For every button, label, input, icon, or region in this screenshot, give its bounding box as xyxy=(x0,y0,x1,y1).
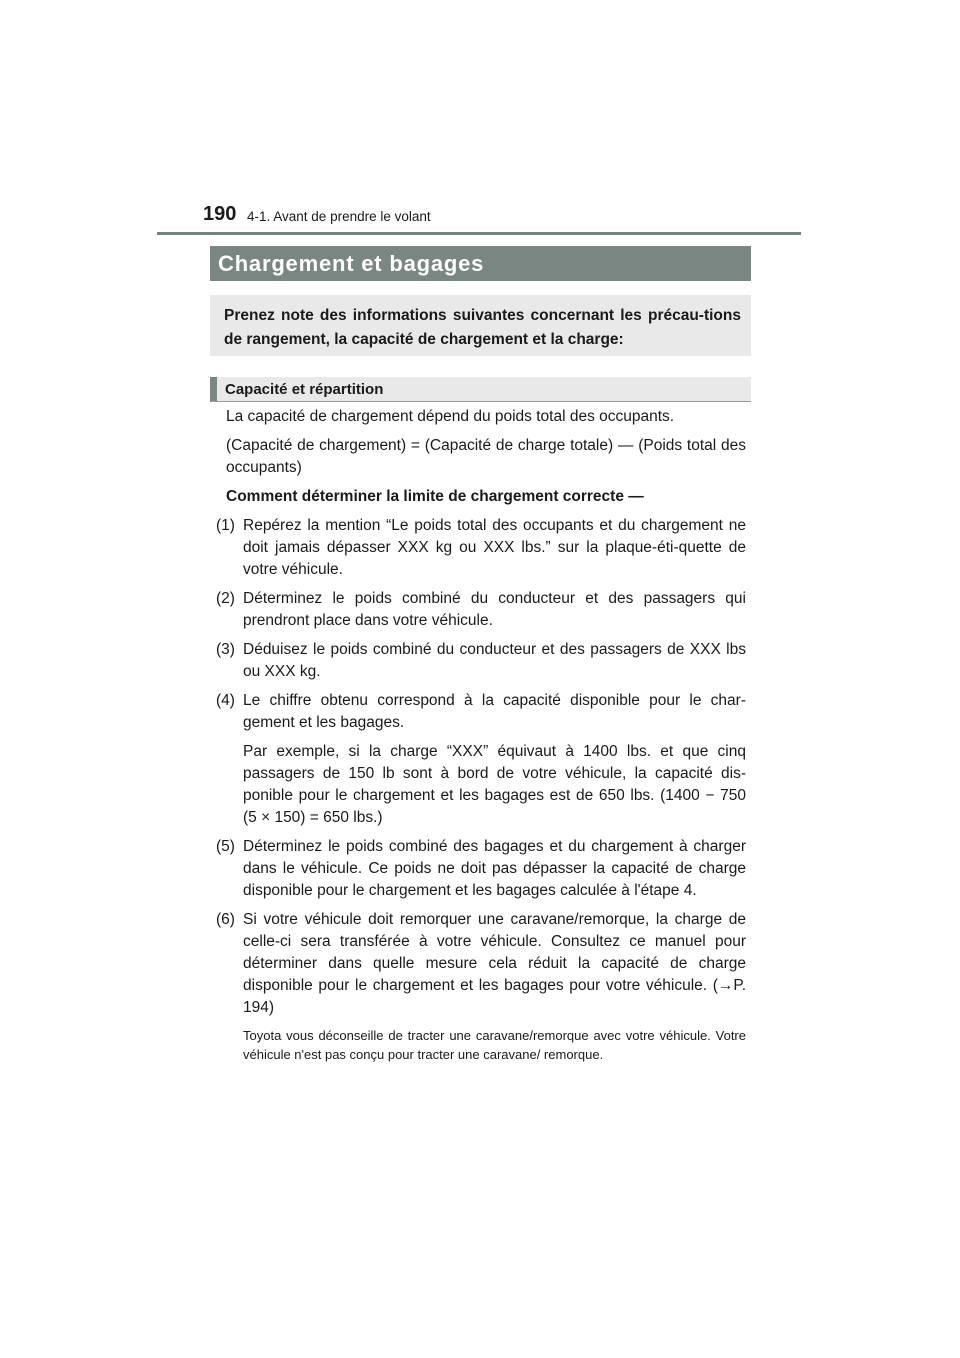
list-item-number: (1) xyxy=(216,517,235,534)
list-item-text: Repérez la mention “Le poids total des occupants et du chargement ne doit jamais dépasser XXX kg ou XXX lbs.” sur la plaque-éti-quette de votre véhicule. xyxy=(243,517,746,578)
section-title-bar xyxy=(210,246,751,281)
howto-heading: Comment déterminer la limite de chargement correcte — xyxy=(226,488,644,505)
list-item xyxy=(216,836,746,902)
list-item-number: (5) xyxy=(216,838,235,855)
list-item-text: Déterminez le poids combiné du conducteur et des passagers qui prendront place dans votre véhicule. xyxy=(243,590,746,629)
running-header: 4-1. Avant de prendre le volant xyxy=(247,209,431,224)
paragraph: La capacité de chargement dépend du poids total des occupants. xyxy=(226,408,675,425)
list-item-number: (3) xyxy=(216,641,235,658)
body-text xyxy=(216,406,746,1064)
subsection-title: Capacité et répartition xyxy=(225,381,384,398)
formula-paragraph: (Capacité de chargement) = (Capacité de charge totale) — (Poids total des occupants) xyxy=(226,437,746,476)
list-item-text: Le chiffre obtenu correspond à la capacité disponible pour le char-gement et les bagages. xyxy=(243,692,746,731)
list-item xyxy=(216,690,746,734)
intro-text: Prenez note des informations suivantes concernant les précau-tions de rangement, la capacité de chargement et la charge: xyxy=(224,307,741,348)
subsection-title-bar xyxy=(210,377,751,402)
list-item xyxy=(216,639,746,683)
header-divider xyxy=(157,232,801,235)
list-item xyxy=(216,909,746,1019)
list-item-number: (6) xyxy=(216,911,235,928)
list-item xyxy=(216,515,746,581)
list-item-number: (4) xyxy=(216,692,235,709)
intro-box xyxy=(210,295,751,356)
list-item xyxy=(216,588,746,632)
list-item-text: Déduisez le poids combiné du conducteur et des passagers de XXX lbs ou XXX kg. xyxy=(243,641,746,680)
list-item-number: (2) xyxy=(216,590,235,607)
page-number: 190 xyxy=(203,203,237,225)
subsection-accent xyxy=(210,377,217,401)
note-text: Toyota vous déconseille de tracter une caravane/remorque avec votre véhicule. Votre véhicule n'est pas conçu pour tracter une caravane/ remorque. xyxy=(243,1028,746,1062)
list-item-text: Si votre véhicule doit remorquer une caravane/remorque, la charge de celle-ci sera transférée à votre véhicule. Consultez ce manuel pour déterminer dans quelle mesure cela réduit la capacité de charge disponible pour le chargement et les bagages pour votre véhicule. (→P. 194) xyxy=(243,911,746,1016)
example-paragraph: Par exemple, si la charge “XXX” équivaut à 1400 lbs. et que cinq passagers de 150 lb sont à bord de votre véhicule, la capacité dis-ponible pour le chargement et les bagages est de 650 lbs. (1400 − 750 (5 × 150) = 650 lbs.) xyxy=(243,743,746,826)
section-title: Chargement et bagages xyxy=(218,251,485,276)
list-item-text: Déterminez le poids combiné des bagages et du chargement à charger dans le véhicule. Ce poids ne doit pas dépasser la capacité de charge disponible pour le chargement et les bagages calculée à l'étape 4. xyxy=(243,838,746,899)
